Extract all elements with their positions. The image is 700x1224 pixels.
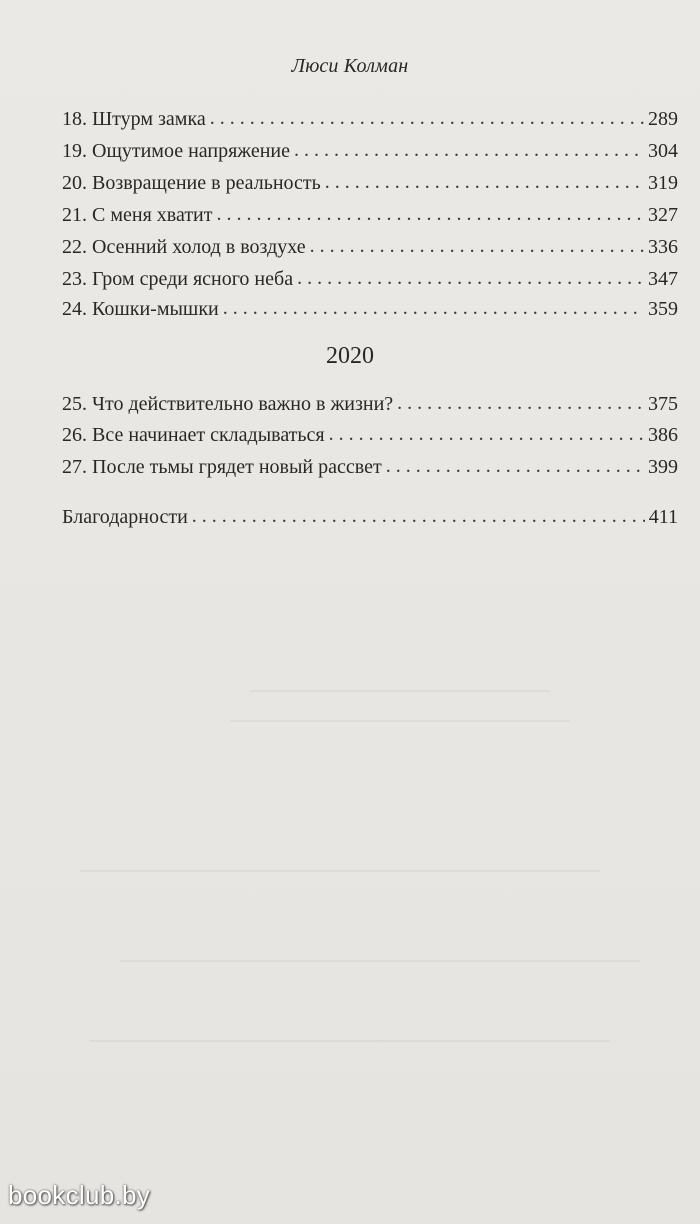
- bleed-through-texture: [80, 870, 600, 872]
- toc-entry-page: 359: [648, 298, 678, 320]
- bleed-through-texture: [230, 720, 570, 722]
- dot-leader: [297, 267, 644, 290]
- bleed-through-texture: [90, 1040, 610, 1042]
- toc-entry: [62, 108, 678, 136]
- toc-entry-title: 18. Штурм замка: [62, 108, 206, 130]
- toc-entry-page: 304: [648, 140, 678, 162]
- toc-entry: [62, 456, 678, 484]
- toc-entry-page: 319: [648, 172, 678, 194]
- dot-leader: [210, 107, 644, 130]
- toc-entry-title: 24. Кошки-мышки: [62, 298, 219, 320]
- toc-entry-title: Благодарности: [62, 506, 188, 528]
- dot-leader: [397, 392, 644, 415]
- dot-leader: [192, 505, 645, 528]
- site-watermark: bookclub.by: [8, 1180, 151, 1210]
- toc-entry: [62, 268, 678, 296]
- toc-entry-page: 411: [648, 506, 678, 528]
- toc-entry-title: 22. Осенний холод в воздухе: [62, 236, 306, 258]
- bleed-through-texture: [250, 690, 550, 692]
- toc-entry-title: 26. Все начинает складываться: [62, 424, 325, 446]
- toc-entry: [62, 393, 678, 421]
- toc-entry-title: 21. С меня хватит: [62, 204, 213, 226]
- toc-entry-title: 25. Что действительно важно в жизни?: [62, 393, 394, 415]
- toc-entry-title: 27. После тьмы грядет новый рассвет: [62, 456, 382, 478]
- dot-leader: [386, 455, 644, 478]
- dot-leader: [294, 139, 644, 162]
- toc-entry-page: 399: [648, 456, 678, 478]
- toc-entry: [62, 298, 678, 326]
- dot-leader: [325, 171, 644, 194]
- toc-entry: [62, 140, 678, 168]
- running-head-author: Люси Колман: [291, 55, 409, 77]
- toc-entry-page: 327: [648, 204, 678, 226]
- dot-leader: [223, 297, 644, 320]
- toc-entry-acknowledgements: [62, 506, 678, 534]
- toc-entry: [62, 172, 678, 200]
- toc-entry-page: 375: [648, 393, 678, 415]
- dot-leader: [310, 235, 644, 258]
- section-heading-year: 2020: [326, 343, 374, 369]
- toc-entry-page: 336: [648, 236, 678, 258]
- toc-entry-page: 347: [648, 268, 678, 290]
- toc-entry: [62, 204, 678, 232]
- toc-entry-title: 19. Ощутимое напряжение: [62, 140, 290, 162]
- toc-entry-title: 20. Возвращение в реальность: [62, 172, 321, 194]
- bleed-through-texture: [120, 960, 640, 962]
- toc-entry-page: 289: [648, 108, 678, 130]
- toc-entry-page: 386: [648, 424, 678, 446]
- toc-entry: [62, 236, 678, 264]
- toc-entry: [62, 424, 678, 452]
- dot-leader: [329, 423, 644, 446]
- dot-leader: [217, 203, 645, 226]
- toc-entry-title: 23. Гром среди ясного неба: [62, 268, 294, 290]
